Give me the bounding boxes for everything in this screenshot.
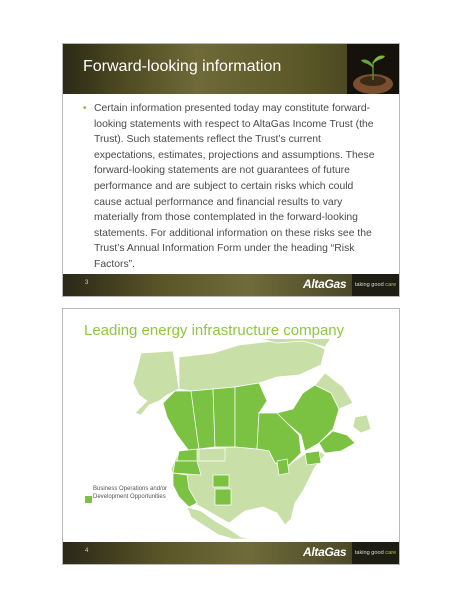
- disclaimer-paragraph: Certain information presented today may constitute forward-looking statements with respect to AltaGas Income Trust (the Trust). Such statements reflect the Trust’s current expectations, estimates, projections and assumptions. These forward-looking statements are not guarantees of future performance and are subject to certain risks which could cause actual performance and financial results to vary materially from those contemplated in the forward-looking statements. For additional information on these risks see the Trust’s Annual Information Form under the heading “Risk Factors”.: [94, 103, 375, 270]
- region-new-england: [305, 451, 321, 465]
- tagline-care: care: [385, 282, 397, 288]
- region-colorado: [213, 475, 229, 487]
- slide-footer: [63, 274, 399, 296]
- hands-seedling-photo: [347, 44, 399, 94]
- slide-title: Leading energy infrastructure company: [84, 322, 345, 339]
- bullet-marker: •: [83, 103, 87, 114]
- region-saskatchewan: [213, 387, 235, 447]
- slide-forward-looking: [63, 44, 399, 296]
- region-new-mexico: [215, 489, 231, 505]
- region-michigan: [277, 459, 289, 475]
- altagas-logo: AltaGas: [303, 277, 347, 291]
- region-northern-canada: [179, 339, 325, 391]
- region-oregon: [173, 461, 201, 475]
- slide-energy-infrastructure: [63, 309, 399, 564]
- page-number: 4: [85, 548, 89, 554]
- region-montana: [199, 448, 225, 461]
- slide-footer: [63, 542, 399, 564]
- tagline-care: care: [385, 550, 397, 556]
- tagline: [352, 274, 399, 296]
- north-america-map: [63, 339, 399, 539]
- altagas-logo: AltaGas: [303, 545, 347, 559]
- tagline-text: taking good: [354, 550, 386, 556]
- disclaimer-text-block: [83, 101, 383, 273]
- map-legend-label: Business Operations and/or Development Opportunities: [93, 486, 168, 500]
- slide-header: [63, 44, 399, 94]
- page-number: 3: [85, 280, 89, 286]
- tagline: [352, 542, 399, 564]
- region-newfoundland: [353, 415, 371, 433]
- tagline-text: taking good: [354, 282, 386, 288]
- region-washington: [177, 449, 197, 461]
- slide-title: Forward-looking information: [83, 58, 282, 75]
- legend-swatch: [85, 496, 92, 503]
